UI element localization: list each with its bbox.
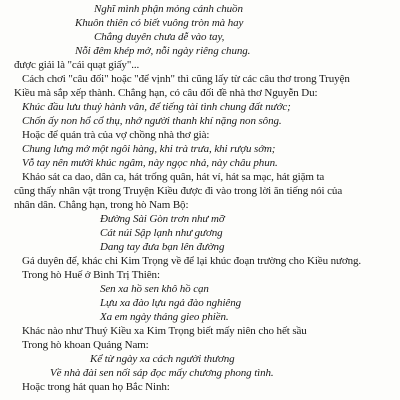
verse-line: Đường Sài Gòn trơn như mỡ bbox=[100, 213, 225, 225]
body-text: Hoặc để quán trà của vợ chồng nhà thơ già: bbox=[22, 129, 210, 141]
verse-line: Xa em ngày tháng gieo phiền. bbox=[100, 311, 229, 323]
verse-line: Khúc đầu lưu thuỷ hành vân, để tiếng tài tình chung đất nước; bbox=[22, 101, 291, 113]
verse-line: Về nhà đài sen nối sáp đọc mấy chương phong tình. bbox=[50, 367, 274, 379]
verse-line: Nỗi đêm khép mở, nỗi ngày riêng chung. bbox=[75, 45, 251, 57]
body-text: Trong hò khoan Quảng Nam: bbox=[22, 339, 149, 351]
body-text: Khảo sát ca dao, dân ca, hát trống quân, hát ví, hát sa mạc, hát giặm ta bbox=[22, 171, 325, 183]
verse-line: Chẳng duyên chưa dễ vào tay, bbox=[94, 31, 225, 43]
body-text: Cách chơi "câu đối" hoặc "để vịnh" thì cũng lấy từ các câu thơ trong Truyện bbox=[22, 73, 350, 85]
verse-line: Cát núi Sập lạnh như gương bbox=[100, 227, 223, 239]
verse-line: Sen xa hồ sen khô hồ cạn bbox=[100, 283, 209, 295]
body-text: Gá duyên để, khác chi Kim Trọng về để lại khúc đoạn trường cho Kiều nương. bbox=[22, 255, 362, 267]
verse-line: Chốn ấy non hổ cổ thụ, nhớ người thanh khí nặng non sông. bbox=[22, 115, 282, 127]
body-text: được giải là "cái quạt giấy"... bbox=[14, 59, 140, 71]
body-text: Hoặc trong hát quan họ Bắc Ninh: bbox=[22, 381, 170, 393]
body-text: nhân dân. Chẳng hạn, trong hò Nam Bộ: bbox=[14, 199, 189, 211]
verse-line: Kể từ ngày xa cách người thương bbox=[90, 353, 235, 365]
verse-line: Nghĩ mình phận mỏng cánh chuồn bbox=[94, 3, 243, 15]
body-text: Khác nào như Thuý Kiều xa Kim Trọng biết mấy niên cho hết sầu bbox=[22, 325, 307, 337]
body-text: Kiều mà sắp xếp thành. Chẳng hạn, có câu đối đề nhà thơ Nguyễn Du: bbox=[14, 87, 318, 99]
verse-line: Vỗ tay nên mười khúc ngâm, này ngọc nhả, này châu phun. bbox=[22, 157, 278, 169]
body-text: cũng thấy nhân vật trong Truyện Kiều được đi vào trong lời ăn tiếng nói của bbox=[14, 185, 343, 197]
verse-line: Dang tay đưa bạn lên đường bbox=[100, 241, 225, 253]
body-text: Trong hò Huế ở Bình Trị Thiên: bbox=[22, 269, 160, 281]
verse-line: Chung lưng mở một ngôi hàng, khi trà trưa, khi rượu sớm; bbox=[22, 143, 276, 155]
verse-line: Khuôn thiên có biết vuông tròn mà hay bbox=[75, 17, 244, 29]
verse-line: Lựu xa đào lựu ngả đào nghiêng bbox=[100, 297, 241, 309]
